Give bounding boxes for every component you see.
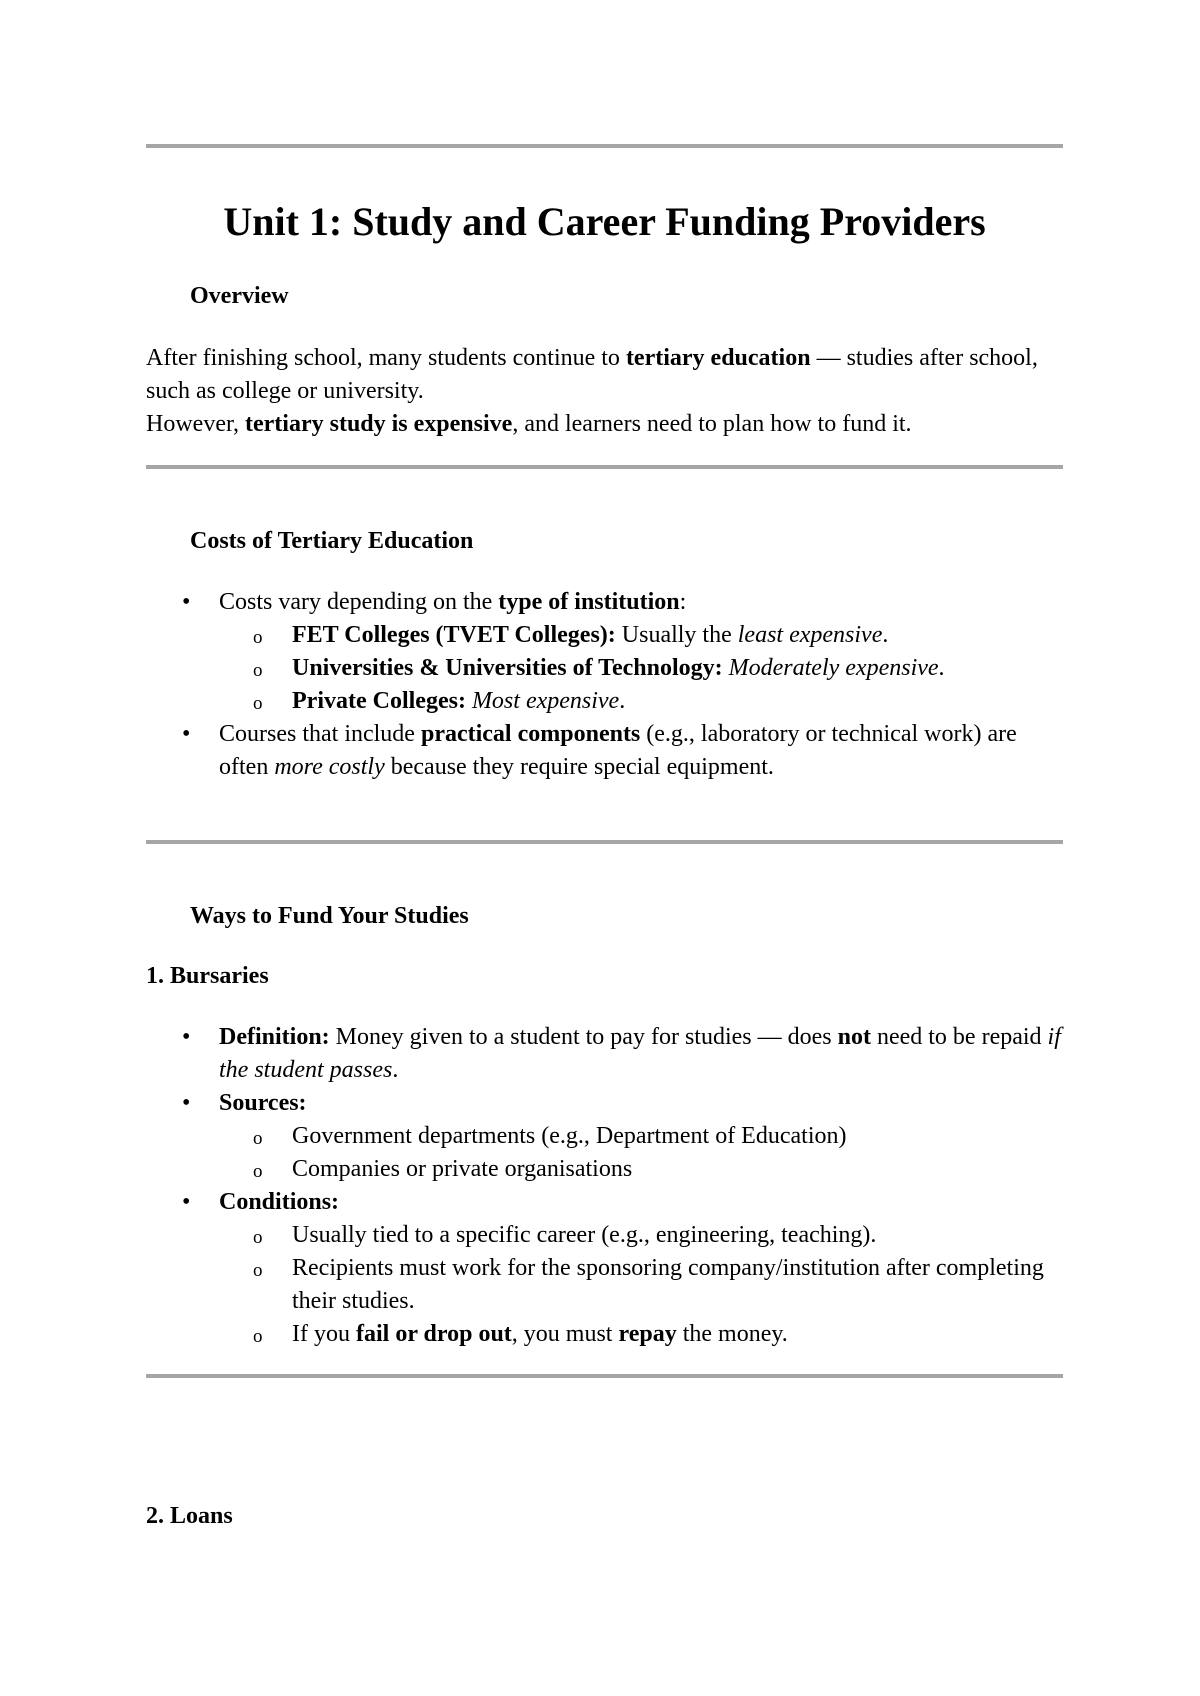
overview-line-2: However, tertiary study is expensive, and learners need to plan how to fund it. xyxy=(146,411,912,437)
list-item: • Courses that include practical components (e.g., laboratory or technical work) are often more costly because they require special equipment. xyxy=(146,718,1063,784)
horizontal-rule xyxy=(146,840,1063,844)
list-item: o Companies or private organisations xyxy=(219,1153,1063,1186)
horizontal-rule xyxy=(146,144,1063,148)
list-item: o Recipients must work for the sponsoring company/institution after completing their studies. xyxy=(219,1252,1063,1318)
bursaries-list xyxy=(146,1021,1063,1351)
list-item: o Government departments (e.g., Department of Education) xyxy=(219,1120,1063,1153)
conditions-sublist xyxy=(219,1219,1063,1351)
ways-heading: Ways to Fund Your Studies xyxy=(190,903,469,929)
list-item: o Usually tied to a specific career (e.g., engineering, teaching). xyxy=(219,1219,1063,1252)
list-item: o Private Colleges: Most expensive. xyxy=(219,685,1063,718)
list-item: o If you fail or drop out, you must repay the money. xyxy=(219,1318,1063,1351)
costs-list xyxy=(146,586,1063,784)
bursaries-heading: 1. Bursaries xyxy=(146,963,269,989)
list-item: • Definition: Money given to a student to pay for studies — does not need to be repaid if the student passes. xyxy=(146,1021,1063,1087)
sources-sublist xyxy=(219,1120,1063,1186)
page-title: Unit 1: Study and Career Funding Providers xyxy=(223,199,986,244)
overview-paragraph xyxy=(146,342,1063,441)
list-item: o FET Colleges (TVET Colleges): Usually the least expensive. xyxy=(219,619,1063,652)
costs-heading: Costs of Tertiary Education xyxy=(190,528,474,554)
overview-heading: Overview xyxy=(190,283,289,309)
horizontal-rule xyxy=(146,465,1063,469)
list-item: o Universities & Universities of Technology: Moderately expensive. xyxy=(219,652,1063,685)
list-item: • Sources: o Government departments (e.g., Department of Education) o Companies or private organisations xyxy=(146,1087,1063,1186)
list-item: • Costs vary depending on the type of institution: o FET Colleges (TVET Colleges): Usually the least expensive. o Universities & Universities of Technology: Moderately expensive. o Private Colleges: Most expensive. xyxy=(146,586,1063,718)
horizontal-rule xyxy=(146,1374,1063,1378)
overview-line-1: After finishing school, many students continue to tertiary education — studies after school, such as college or university. xyxy=(146,345,1038,404)
institution-sublist xyxy=(219,619,1063,718)
list-item: • Conditions: o Usually tied to a specific career (e.g., engineering, teaching). o Recipients must work for the sponsoring company/institution after completing their studies. o If you fail or drop out, you must repay the money. xyxy=(146,1186,1063,1351)
loans-heading: 2. Loans xyxy=(146,1503,233,1529)
